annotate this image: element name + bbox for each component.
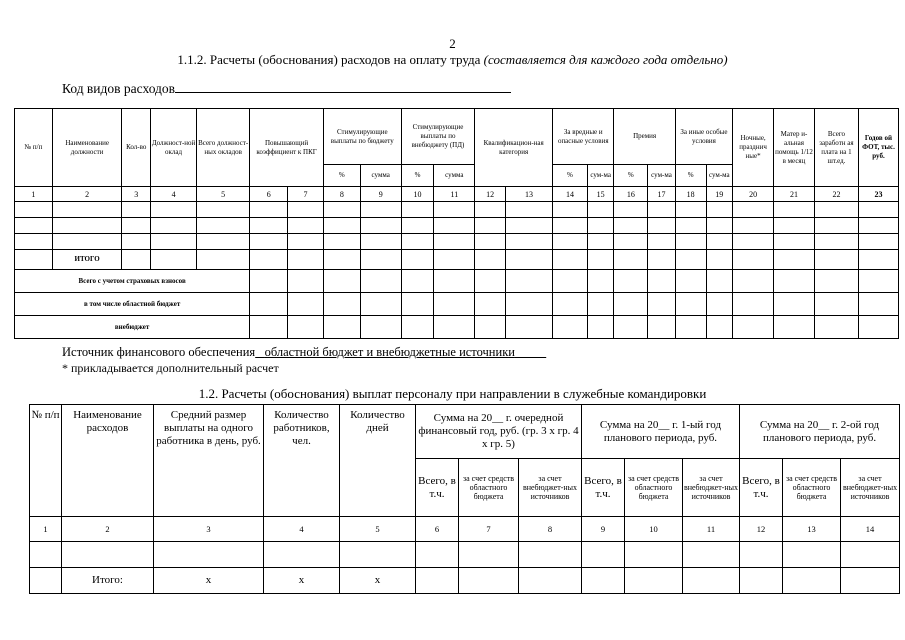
sub-extra: за счет внебюджет-ных источников [519, 459, 582, 517]
footnote: * прикладывается дополнительный расчет [62, 361, 279, 375]
sub-regional: за счет средств областного бюджета [459, 459, 519, 517]
with-insurance-label: Всего с учетом страховых взносов [15, 270, 250, 293]
table-row [30, 542, 900, 568]
expense-code-field[interactable] [175, 80, 511, 93]
header-days: Количество дней [340, 405, 416, 517]
itogo-label: Итого: [62, 568, 154, 594]
header-year2: Сумма на 20__ г. 2-ой год планового периода, руб. [740, 405, 900, 459]
sub-pct: % [401, 165, 434, 187]
header-position-name: Наименование должности [52, 109, 122, 187]
regional-row [15, 293, 899, 316]
sub-pct: % [553, 165, 588, 187]
sub-total: Всего, в т.ч. [416, 459, 459, 517]
section-title-1: 1.1.2. Расчеты (обоснования) расходов на оплату труда (составляется для каждого года отдельно) [177, 52, 728, 67]
sub-total: Всего, в т.ч. [582, 459, 625, 517]
itogo-row [15, 250, 899, 270]
header-year1: Сумма на 20__ г. 1-ый год планового периода, руб. [582, 405, 740, 459]
header-salary: Должност-ной оклад [151, 109, 197, 187]
sub-regional: за счет средств областного бюджета [625, 459, 683, 517]
column-numbers-row: 1 2 3 4 5 6 7 8 9 10 11 12 13 14 [30, 517, 900, 542]
table-row [15, 234, 899, 250]
header-harmful: За вредные и опасные условия [553, 109, 614, 165]
column-numbers-row: 1 2 3 4 5 6 7 8 9 10 11 12 13 14 15 16 17 18 19 20 21 22 23 [15, 187, 899, 202]
sub-pct: % [614, 165, 648, 187]
sub-sum: сум-ма [587, 165, 614, 187]
x-mark: х [154, 568, 264, 594]
sub-sum: сумма [360, 165, 401, 187]
header-total-salaries: Всего должност-ных окладов [197, 109, 250, 187]
page-number: 2 [449, 36, 456, 51]
header-stim-budget: Стимулирующие выплаты по бюджету [323, 109, 401, 165]
travel-table [29, 404, 900, 594]
salary-table [14, 108, 899, 339]
header-per-unit: Всего заработн ая плата на 1 шт.ед. [814, 109, 858, 187]
header-bonus: Премия [614, 109, 675, 165]
header-maternity: Матер и-альная помощь 1/12 в месяц [774, 109, 815, 187]
x-mark: х [264, 568, 340, 594]
itogo-label: ИТОГО [52, 250, 122, 270]
itogo-row [30, 568, 900, 594]
expense-code-line: Код видов расходов [62, 80, 511, 97]
header-expense-name: Наименование расходов [62, 405, 154, 517]
header-no: № п/п [15, 109, 53, 187]
header-stim-extrabudget: Стимулирующие выплаты по внебюджету (ПД) [401, 109, 475, 165]
sub-total: Всего, в т.ч. [740, 459, 783, 517]
table-row [15, 202, 899, 218]
sub-sum: сум-ма [648, 165, 676, 187]
header-night: Ночные, празднич ные* [733, 109, 774, 187]
header-year0: Сумма на 20__ г. очередной финансовый год, руб. (гр. 3 х гр. 4 х гр. 5) [416, 405, 582, 459]
section-title-2: 1.2. Расчеты (обоснования) выплат персоналу при направлении в служебные командировки [198, 386, 707, 401]
header-no: № п/п [30, 405, 62, 517]
funding-source: Источник финансового обеспечения областной бюджет и внебюджетные источники [62, 345, 515, 359]
table-row [15, 218, 899, 234]
header-quantity: Кол-во [122, 109, 151, 187]
header-annual-fot: Годов ой ФОТ, тыс. руб. [858, 109, 898, 187]
sub-pct: % [323, 165, 360, 187]
insurance-row [15, 270, 899, 293]
header-pkg-coefficient: Повышающий коэффициент к ПКГ [250, 109, 324, 187]
sub-sum: сумма [434, 165, 475, 187]
regional-label: в том числе областной бюджет [15, 293, 250, 316]
header-special: За иные особые условия [675, 109, 732, 165]
sub-regional: за счет средств областного бюджета [783, 459, 841, 517]
extrabudget-label: внебюджет [15, 316, 250, 339]
header-qualification: Квалификацион-ная категория [475, 109, 553, 187]
sub-extra: за счет внебюджет-ных источников [683, 459, 740, 517]
sub-pct: % [675, 165, 706, 187]
header-avg-payment: Средний размер выплаты на одного работника в день, руб. [154, 405, 264, 517]
sub-extra: за счет внебюджет-ных источников [841, 459, 900, 517]
extrabudget-row [15, 316, 899, 339]
sub-sum: сум-ма [706, 165, 733, 187]
x-mark: х [340, 568, 416, 594]
header-workers: Количество работников, чел. [264, 405, 340, 517]
